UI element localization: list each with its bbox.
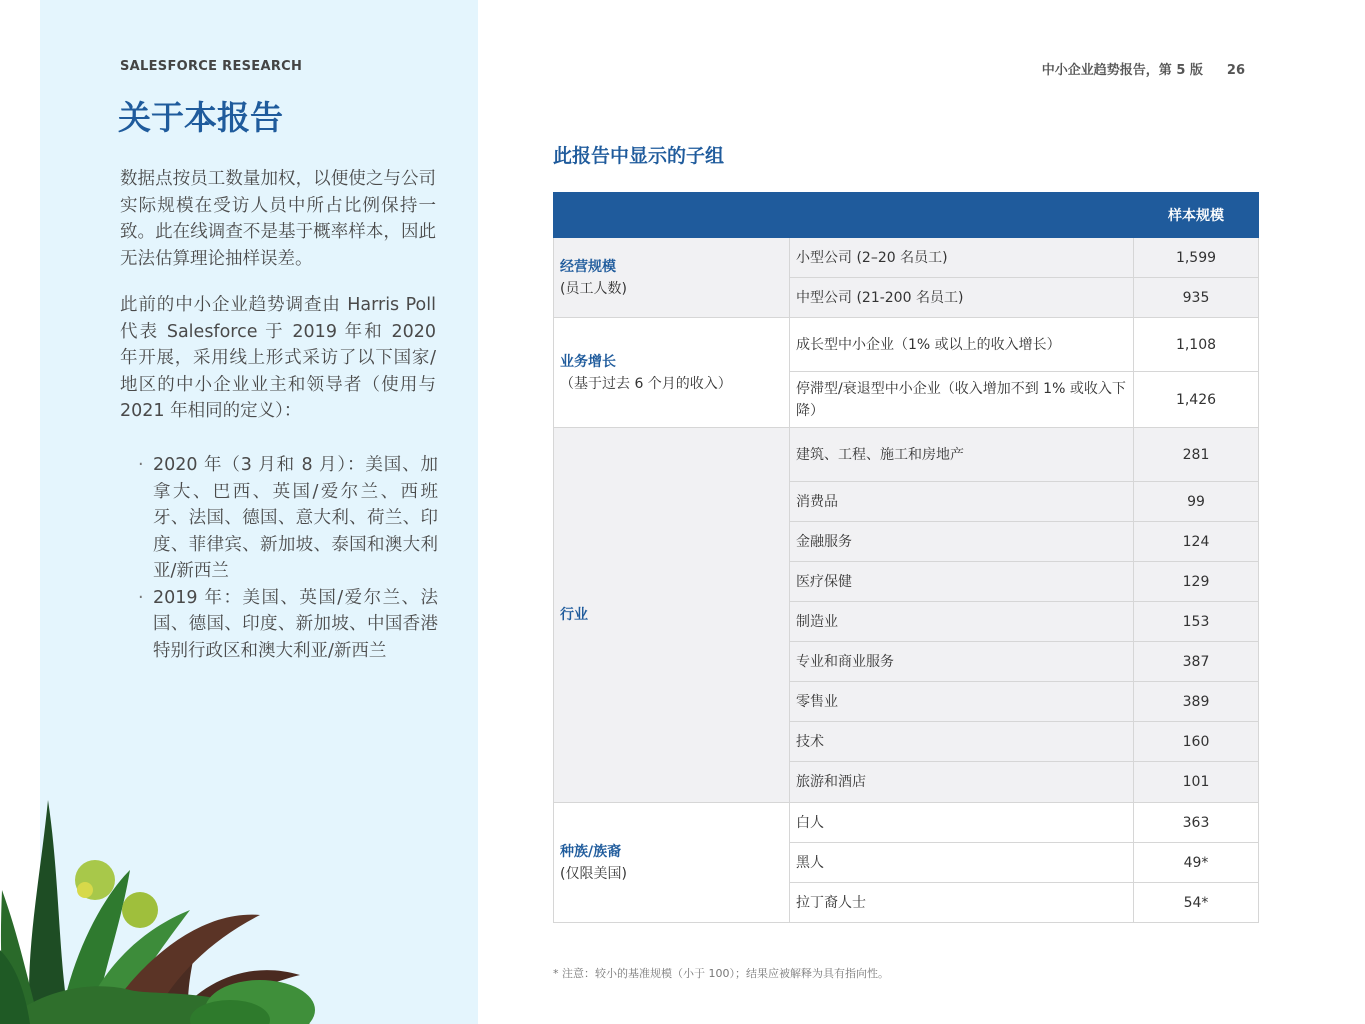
intro-paragraph: 数据点按员工数量加权，以便使之与公司实际规模在受访人员中所占比例保持一致。此在线调查不是基于概率样本，因此无法估算理论抽样误差。 — [120, 169, 436, 269]
history-paragraph: 此前的中小企业趋势调查由 Harris Poll 代表 Salesforce 于 2019 年和 2020 年开展，采用线上形式采访了以下国家/地区的中小企业业主和领导者（使用与 2021 年相同的定义）： — [120, 295, 436, 421]
subgroup-label: 制造业 — [790, 602, 1134, 642]
subgroup-label: 医疗保健 — [790, 562, 1134, 602]
group-cell — [554, 318, 790, 428]
report-name: 中小企业趋势报告，第 5 版 — [1041, 63, 1203, 78]
group-cell — [554, 803, 790, 923]
table-row — [554, 318, 1259, 372]
sample-size: 160 — [1134, 722, 1259, 762]
group-subtitle: (员工人数) — [560, 280, 627, 297]
subgroup-label: 成长型中小企业（1% 或以上的收入增长） — [790, 318, 1134, 372]
page-header — [1042, 59, 1245, 78]
sample-size: 281 — [1134, 428, 1259, 482]
footnote: * 注意：较小的基准规模（小于 100）；结果应被解释为具有指向性。 — [553, 967, 889, 980]
country-list — [138, 452, 438, 664]
table-row — [554, 428, 1259, 482]
group-name: 经营规模 — [560, 258, 616, 275]
subgroup-label: 零售业 — [790, 682, 1134, 722]
group-subtitle: （基于过去 6 个月的收入） — [560, 375, 732, 392]
sample-size: 935 — [1134, 278, 1259, 318]
page-title: 关于本报告 — [118, 98, 283, 137]
table-row — [554, 238, 1259, 278]
subgroup-label: 白人 — [790, 803, 1134, 843]
group-name: 业务增长 — [560, 353, 616, 370]
list-item: · 2020 年（3 月和 8 月）：美国、加拿大、巴西、英国/爱尔兰、西班牙、法国、德国、意大利、荷兰、印度、菲律宾、新加坡、泰国和澳大利亚/新西兰 — [138, 452, 438, 585]
list-item: · 2019 年：美国、英国/爱尔兰、法国、德国、印度、新加坡、中国香港特别行政区和澳大利亚/新西兰 — [138, 585, 438, 665]
sample-size: 54* — [1134, 883, 1259, 923]
sample-size-header: 样本规模 — [1134, 193, 1259, 238]
subgroup-label: 停滞型/衰退型中小企业（收入增加不到 1% 或收入下降） — [790, 372, 1134, 428]
subgroup-label: 黑人 — [790, 843, 1134, 883]
page-number: 26 — [1226, 63, 1245, 78]
sample-size: 124 — [1134, 522, 1259, 562]
subgroup-label: 建筑、工程、施工和房地产 — [790, 428, 1134, 482]
sample-size: 129 — [1134, 562, 1259, 602]
subgroup-label: 旅游和酒店 — [790, 762, 1134, 803]
sample-size: 153 — [1134, 602, 1259, 642]
sample-size: 363 — [1134, 803, 1259, 843]
sample-size: 99 — [1134, 482, 1259, 522]
sample-size: 101 — [1134, 762, 1259, 803]
brand-label: SALESFORCE RESEARCH — [120, 59, 303, 74]
group-cell — [554, 428, 790, 803]
subgroup-label: 技术 — [790, 722, 1134, 762]
table-row — [554, 803, 1259, 843]
sample-size: 1,599 — [1134, 238, 1259, 278]
sample-size: 1,426 — [1134, 372, 1259, 428]
subgroup-label: 消费品 — [790, 482, 1134, 522]
sample-size: 49* — [1134, 843, 1259, 883]
group-name: 行业 — [560, 607, 588, 623]
group-name: 种族/族裔 — [560, 843, 622, 860]
subgroup-table — [553, 192, 1259, 923]
table-header-row — [554, 193, 1259, 238]
plant-illustration — [0, 790, 320, 1024]
subgroup-label: 金融服务 — [790, 522, 1134, 562]
subgroup-label: 中型公司 (21-200 名员工) — [790, 278, 1134, 318]
subgroup-label: 专业和商业服务 — [790, 642, 1134, 682]
group-subtitle: (仅限美国) — [560, 865, 627, 882]
sample-size: 1,108 — [1134, 318, 1259, 372]
subgroup-label: 小型公司 (2–20 名员工) — [790, 238, 1134, 278]
group-cell — [554, 238, 790, 318]
sample-size: 387 — [1134, 642, 1259, 682]
sample-size: 389 — [1134, 682, 1259, 722]
section-title: 此报告中显示的子组 — [553, 145, 725, 167]
subgroup-label: 拉丁裔人士 — [790, 883, 1134, 923]
